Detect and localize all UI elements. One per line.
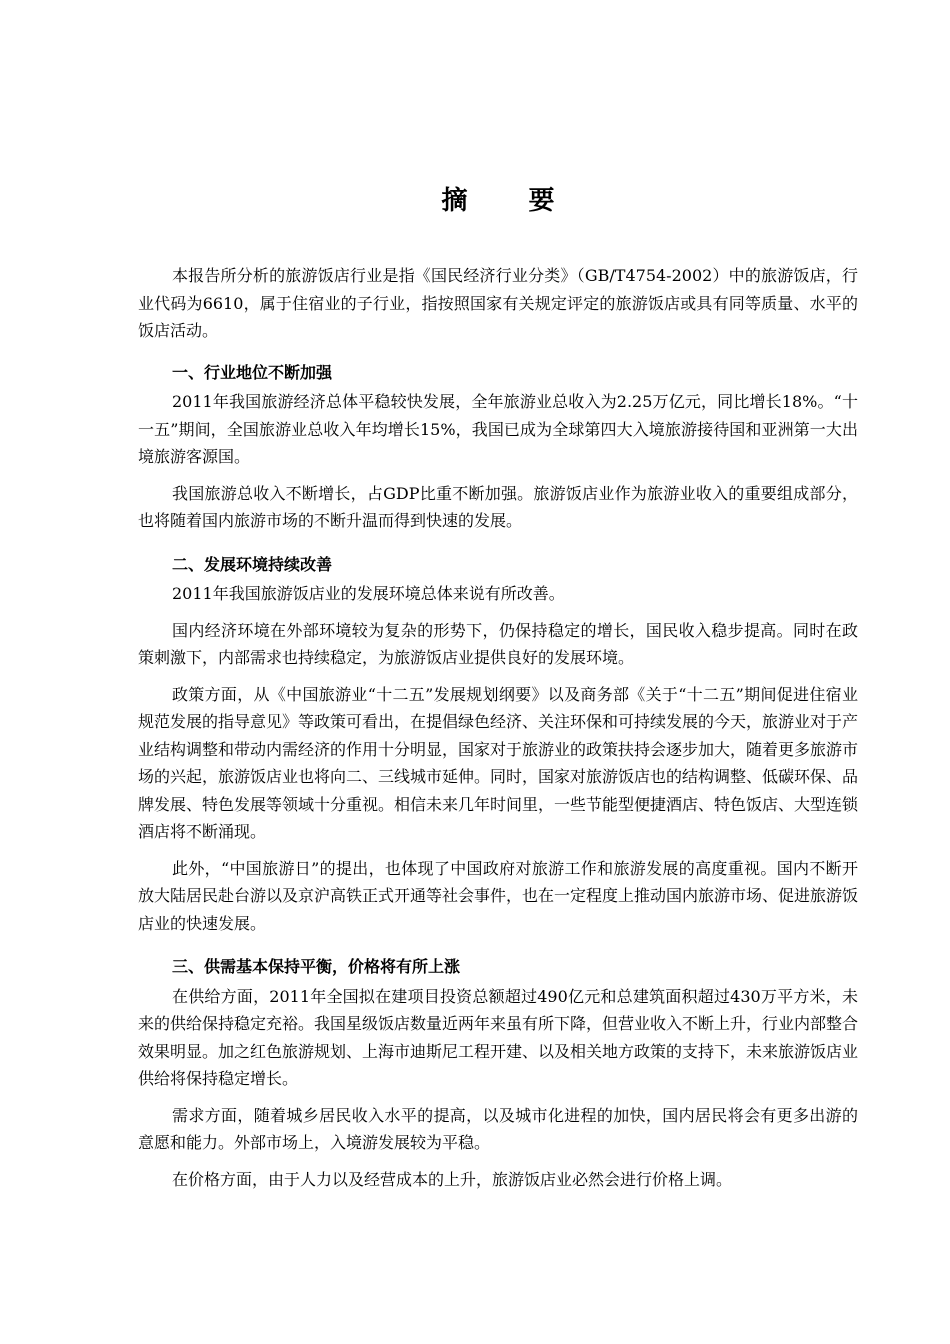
section-2-paragraph-3: 政策方面，从《中国旅游业“十二五”发展规划纲要》以及商务部《关于“十二五”期间促进住宿业规范发展的指导意见》等政策可看出，在提倡绿色经济、关注环保和可持续发展的今天，旅游业对于产业结构调整和带动内需经济的作用十分明显，国家对于旅游业的政策扶持会逐步加大，随着更多旅游市场的兴起，旅游饭店业也将向二、三线城市延伸。同时，国家对旅游饭店也的结构调整、低碳环保、品牌发展、特色发展等领域十分重视。相信未来几年时间里，一些节能型便捷酒店、特色饭店、大型连锁酒店将不断涌现。 bbox=[138, 684, 859, 841]
page-title: 摘 要 bbox=[441, 186, 581, 216]
section-heading-2: 二、发展环境持续改善 bbox=[172, 554, 333, 574]
section-3-paragraph-1: 在供给方面，2011年全国拟在建项目投资总额超过490亿元和总建筑面积超过430万平方米，未来的供给保持稳定充裕。我国星级饭店数量近两年来虽有所下降，但营业收入不断上升，行业内部整合效果明显。加之红色旅游规划、上海市迪斯尼工程开建、以及相关地方政策的支持下，未来旅游饭店业供给将保持稳定增长。 bbox=[138, 986, 859, 1088]
section-heading-3: 三、供需基本保持平衡，价格将有所上涨 bbox=[172, 957, 461, 976]
section-heading-1: 一、行业地位不断加强 bbox=[172, 362, 333, 382]
section-2-paragraph-4: 此外，“中国旅游日”的提出，也体现了中国政府对旅游工作和旅游发展的高度重视。国内不断开放大陆居民赴台游以及京沪高铁正式开通等社会事件，也在一定程度上推动国内旅游市场、促进旅游饭店业的快速发展。 bbox=[138, 858, 859, 933]
section-1-paragraph-1: 2011年我国旅游经济总体平稳较快发展，全年旅游业总收入为2.25万亿元，同比增长18%。“十一五”期间，全国旅游业总收入年均增长15%，我国已成为全球第四大入境旅游接待国和亚洲第一大出境旅游客源国。 bbox=[138, 392, 858, 466]
section-1-paragraph-2: 我国旅游总收入不断增长，占GDP比重不断加强。旅游饭店业作为旅游业收入的重要组成部分，也将随着国内旅游市场的不断升温而得到快速的发展。 bbox=[138, 483, 858, 530]
section-3-paragraph-2: 需求方面，随着城乡居民收入水平的提高，以及城市化进程的加快，国内居民将会有更多出游的意愿和能力。外部市场上，入境游发展较为平稳。 bbox=[138, 1105, 858, 1152]
section-2-paragraph-1: 2011年我国旅游饭店业的发展环境总体来说有所改善。 bbox=[172, 584, 565, 603]
intro-paragraph: 本报告所分析的旅游饭店行业是指《国民经济行业分类》（GB/T4754-2002）中的旅游饭店，行业代码为6610，属于住宿业的子行业，指按照国家有关规定评定的旅游饭店或具有同等质量、水平的饭店活动。 bbox=[138, 266, 858, 340]
document-page bbox=[138, 176, 858, 1202]
section-2-paragraph-2: 国内经济环境在外部环境较为复杂的形势下，仍保持稳定的增长，国民收入稳步提高。同时在政策刺激下，内部需求也持续稳定，为旅游饭店业提供良好的发展环境。 bbox=[138, 620, 858, 667]
section-3-paragraph-3: 在价格方面，由于人力以及经营成本的上升，旅游饭店业必然会进行价格上调。 bbox=[172, 1169, 733, 1189]
